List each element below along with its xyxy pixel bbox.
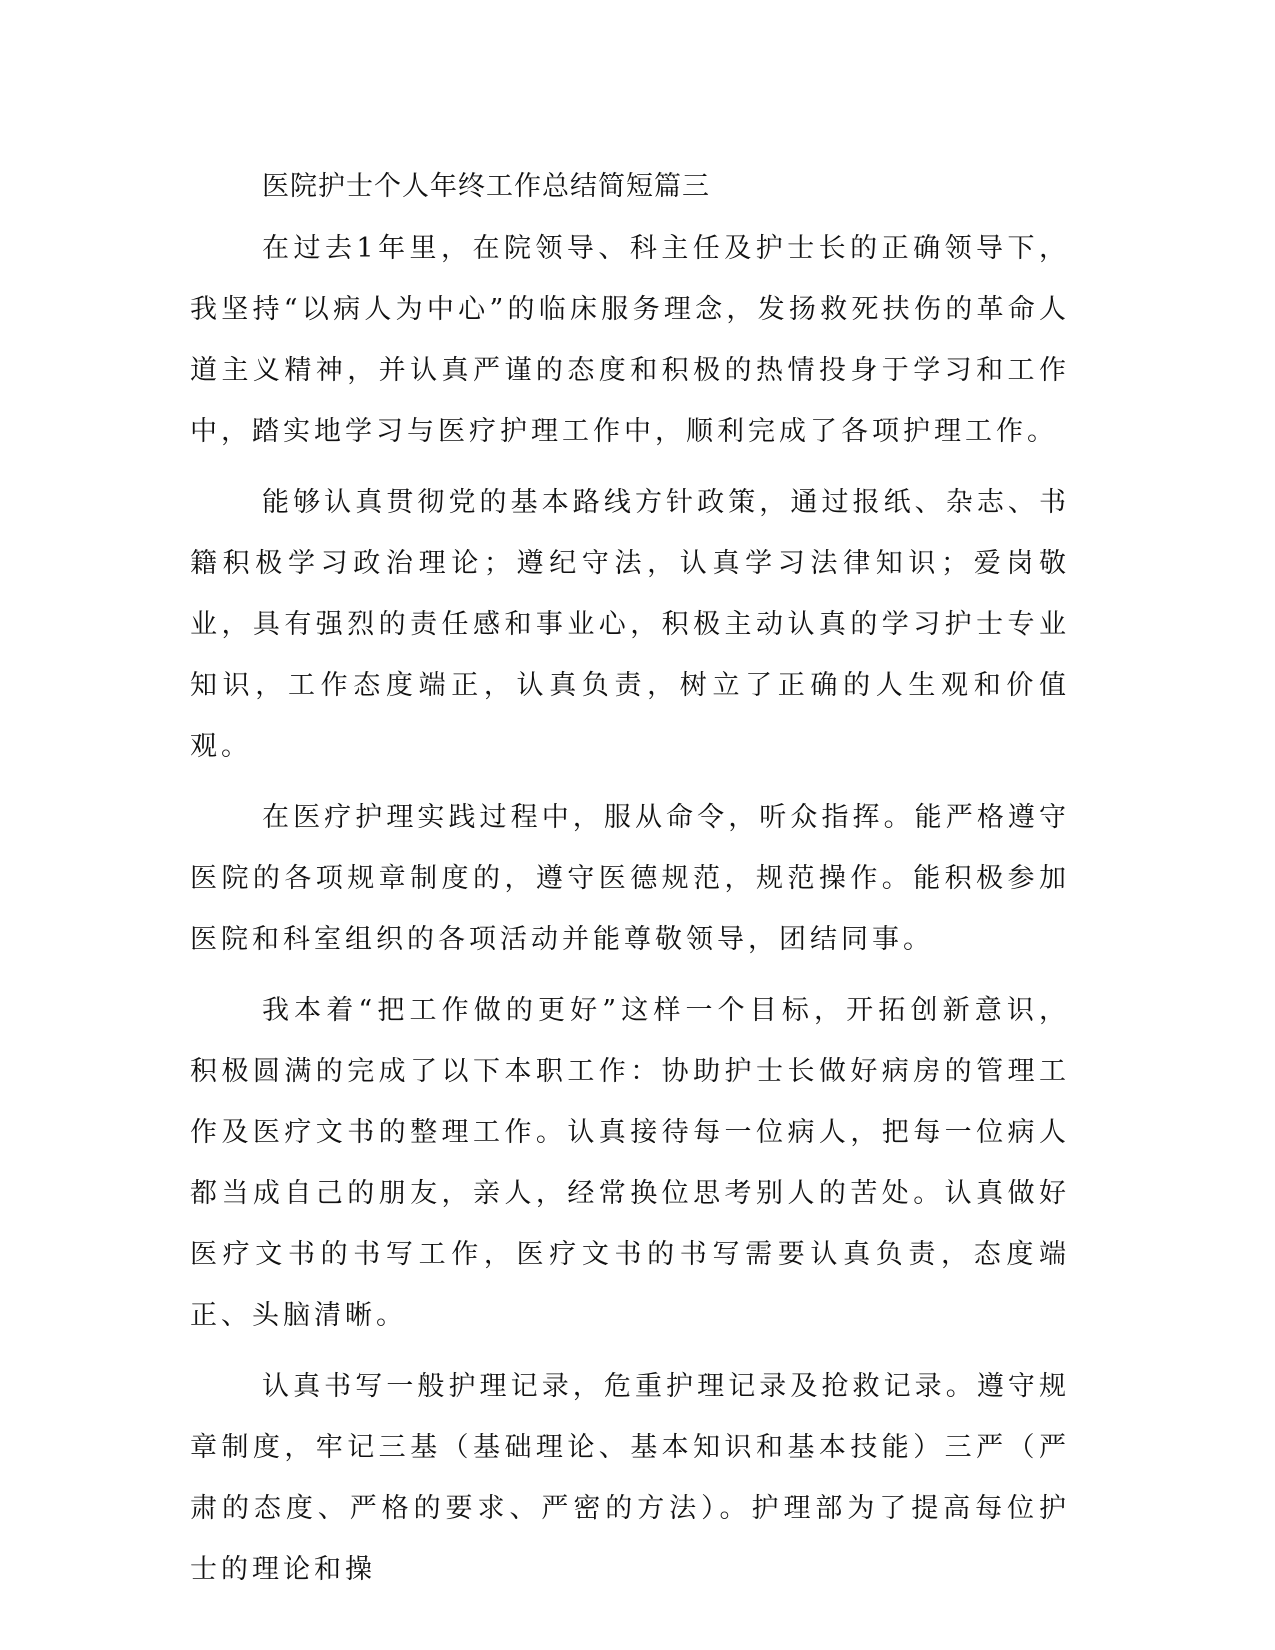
paragraph-4: 我本着“把工作做的更好”这样一个目标，开拓创新意识，积极圆满的完成了以下本职工作：协助护士长做好病房的管理工作及医疗文书的整理工作。认真接待每一位病人，把每一位病人都当成自己的朋友，亲人，经常换位思考别人的苦处。认真做好医疗文书的书写工作，医疗文书的书写需要认真负责，态度端正、头脑清晰。 <box>190 995 1070 1331</box>
paragraph-5: 认真书写一般护理记录，危重护理记录及抢救记录。遵守规章制度，牢记三基（基础理论、基本知识和基本技能）三严（严肃的态度、严格的要求、严密的方法）。护理部为了提高每位护士的理论和操 <box>190 1371 1070 1585</box>
paragraph-3: 在医疗护理实践过程中，服从命令，听众指挥。能严格遵守医院的各项规章制度的，遵守医德规范，规范操作。能积极参加医院和科室组织的各项活动并能尊敬领导，团结同事。 <box>190 802 1070 955</box>
document-body <box>190 166 1070 1610</box>
paragraph-1: 在过去1年里，在院领导、科主任及护士长的正确领导下，我坚持“以病人为中心”的临床服务理念，发扬救死扶伤的革命人道主义精神，并认真严谨的态度和积极的热情投身于学习和工作中，踏实地学习与医疗护理工作中，顺利完成了各项护理工作。 <box>190 233 1070 447</box>
paragraph-2: 能够认真贯彻党的基本路线方针政策，通过报纸、杂志、书籍积极学习政治理论；遵纪守法，认真学习法律知识；爱岗敬业，具有强烈的责任感和事业心，积极主动认真的学习护士专业知识，工作态度端正，认真负责，树立了正确的人生观和价值观。 <box>190 487 1070 762</box>
document-paragraphs <box>190 218 1070 1600</box>
document-title: 医院护士个人年终工作总结简短篇三 <box>262 171 710 202</box>
